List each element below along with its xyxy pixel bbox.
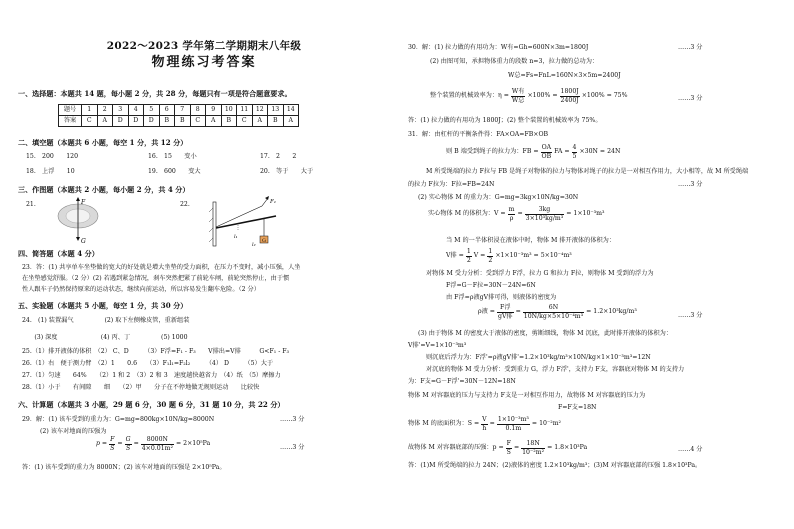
q31-line: 当 M 的一半体积浸在液体中时，物体 M 排开液体的体积为：	[446, 237, 616, 244]
q29-step-2: (2) 该车对地面的压强为	[40, 428, 107, 435]
eq-text: 故物体 M 对容器底部的压强：p =	[408, 444, 504, 452]
denominator: OB	[541, 152, 552, 160]
numerator: 6N	[523, 304, 584, 313]
numerator: V	[482, 416, 487, 423]
score-note: ……3 分	[280, 444, 305, 451]
experiment-line: 25.（1）排开液体的体积 （2） C、D （3）F浮=F₁ - F₃ V排出=V排 G<F₁ - F₃	[22, 348, 290, 355]
numerator: F浮	[497, 304, 514, 313]
score-note: ……4 分	[678, 446, 703, 453]
table-cell: 9	[206, 105, 222, 116]
q31-line: 对沉底的物体 M 受力分析：受到重力 G，浮力 F浮'，支持力 F支，容器底对物体 M 的支持力	[426, 366, 685, 373]
q31-volume-equation	[428, 206, 605, 223]
eq-text: = 1.2×10³kg/m³	[586, 308, 637, 316]
eq-text: = 1×10⁻³m³	[566, 210, 605, 218]
section-6-heading: 六、计算题（本题共 3 小题，29 题 6 分，30 题 6 分，31 题 10 分，共 22 分）	[18, 400, 285, 409]
denominator: S	[125, 444, 131, 452]
table-cell: A	[283, 116, 299, 127]
table-cell: 5	[144, 105, 160, 116]
q23-line: 性人跟车子仍然保持原来的运动状态，继续向前运动，所以容易发生翻车危险。（2 分）	[22, 286, 260, 293]
table-cell: D	[144, 116, 160, 127]
exam-year-title: 2022～2023 学年第二学期期末八年级	[106, 40, 302, 52]
q30-total-work: W总=Fs=FnL=160N×3×5m=2400J	[508, 72, 621, 79]
section-1-heading: 一、选择题：本题共 14 题，每小题 2 分，共 28 分，每题只有一项是符合题意要求。	[18, 89, 292, 98]
fraction	[125, 436, 132, 453]
q21-label: 21.	[26, 201, 36, 208]
numerator: 3kg	[525, 206, 565, 215]
q22-l2-label: l₂	[252, 242, 256, 248]
eq-text: = 2×10⁵Pa	[176, 440, 211, 448]
table-cell: C	[237, 116, 253, 127]
eq-text: =	[513, 444, 520, 452]
denominator: 5	[572, 152, 577, 160]
q30-answer: 答：(1) 拉力做的有用功为 1800J；(2) 整个装置的机械效率为 75%。	[408, 117, 602, 124]
q31-line: F=F支=18N	[558, 404, 597, 411]
denominator: 2400J	[560, 96, 579, 104]
q31-answer: 答：(1)M 所受绳端的拉力 24N；(2)液体的密度 1.2×10³kg/m³；(3)M 对容器底部的压强 1.8×10³Pa。	[408, 462, 702, 469]
numerator: F	[110, 436, 115, 443]
section-5-heading: 五、实验题（本题共 5 小题，每空 1 分，共 30 分）	[18, 301, 188, 310]
denominator: 2	[466, 256, 471, 264]
q31-step-1: 31．解：由杠杆的平衡条件得：FA×OA=FB×OB	[408, 131, 549, 138]
numerator: 18N	[521, 440, 545, 449]
denominator: S	[506, 448, 511, 456]
table-cell: 4	[128, 105, 144, 116]
q31-line: 由 F浮=ρ液gV排可得，则液体的密度为	[446, 294, 557, 301]
denominator: 10⁻²m²	[522, 448, 545, 456]
denominator: 3×10³kg/m³	[525, 214, 564, 222]
eq-text: 整个装置的机械效率为：η =	[430, 92, 509, 100]
table-cell: 6	[159, 105, 175, 116]
eq-text: =	[117, 440, 123, 448]
eq-text: = 1.8×10³Pa	[547, 444, 588, 452]
q29-answer: 答：(1) 该车受到的重力为 8000N；(2) 该车对地面的压强是 2×10⁵Pa。	[22, 464, 226, 471]
answer-table-answer-row	[59, 116, 299, 127]
experiment-line: 26.（1）右 便于测力臂 （2）1 0.6 （3）F₁l₁=F₂l₂ （4） D （5）大于	[22, 360, 274, 367]
table-cell: D	[128, 116, 144, 127]
q29-pressure-equation	[96, 436, 210, 453]
eq-text: 物体 M 的底面积为：S =	[408, 420, 480, 428]
fraction	[497, 304, 514, 321]
section-4-heading: 四、简答题（本题 4 分）	[18, 249, 99, 258]
q23-line: 在坐垫感觉舒服。（2 分）(2) 若遇到紧急情况，刹车突然把紧了前轮车闸，前轮突然停止，由于惯	[22, 275, 290, 282]
table-cell: B	[221, 116, 237, 127]
eq-text: 则 B 端受到绳子的拉力为：FB =	[446, 148, 539, 156]
q31-displaced-volume-equation	[446, 248, 572, 265]
q31-line: 则沉底后浮力为：F浮'=ρ液gV排'=1.2×10³kg/m³×10N/kg×1×10⁻³m³=12N	[426, 354, 651, 361]
fraction	[109, 436, 115, 453]
q31-line: V排'=V=1×10⁻³m³	[408, 342, 467, 349]
q21-force-diagram	[44, 196, 114, 246]
score-note: ……3 分	[280, 416, 305, 423]
table-header-answer: 答案	[59, 116, 82, 127]
table-cell: 10	[221, 105, 237, 116]
q30-step-2: (2) 由图可知，承担物体重力的段数 n=3，拉力做的总功为：	[430, 58, 599, 65]
table-cell: C	[82, 116, 98, 127]
table-cell: A	[97, 116, 113, 127]
q31-line: (2) 实心物体 M 的重力为：G=mg=3kg×10N/kg=30N	[418, 194, 579, 201]
table-cell: A	[206, 116, 222, 127]
table-cell: 13	[268, 105, 284, 116]
fraction	[541, 144, 553, 161]
eq-text: =	[133, 440, 139, 448]
q22-g-label: G	[262, 238, 266, 244]
fill-answer: 17. 2 2	[260, 153, 297, 160]
q31-line: 物体 M 对容器底的压力与支持力 F支是一对相互作用力，故物体 M 对容器底的压力为	[408, 392, 646, 399]
table-header-number: 题号	[59, 105, 82, 116]
fraction	[487, 248, 493, 265]
fraction	[525, 206, 565, 223]
table-cell: B	[268, 116, 284, 127]
fraction	[523, 304, 584, 321]
score-note: ……3 分	[678, 181, 703, 188]
fraction	[572, 144, 578, 161]
denominator: 4×0.01m²	[141, 444, 173, 452]
numerator: F	[506, 440, 511, 447]
table-cell: 14	[283, 105, 299, 116]
table-cell: 8	[190, 105, 206, 116]
fraction	[560, 88, 580, 105]
eq-text: =	[515, 308, 521, 316]
q31-line: F浮=G－F拉=30N－24N=6N	[446, 282, 536, 289]
table-cell: D	[113, 116, 129, 127]
score-note: ……3 分	[678, 95, 703, 102]
q29-step-1: 29．解：(1) 该车受到的重力为：G=mg=800kg×10N/kg=8000N	[22, 416, 215, 423]
fraction	[481, 416, 487, 433]
q22-f1-label: F₁	[270, 199, 277, 205]
experiment-line: 28.（1）小于 有间隙 细 （2）甲 分子在不停地做无规则运动 比较快	[22, 384, 260, 391]
fraction	[521, 440, 545, 457]
section-2-heading: 二、填空题（本题共 6 小题，每空 1 分，共 12 分）	[18, 138, 188, 147]
numerator: W有	[511, 88, 525, 95]
numerator: OA	[541, 144, 552, 151]
eq-text: V排 =	[446, 252, 464, 260]
numerator: 1800J	[560, 88, 579, 95]
denominator: 0.1m	[505, 424, 522, 432]
table-cell: B	[159, 116, 175, 127]
eq-text: 实心物体 M 的体积为：V =	[428, 210, 506, 218]
eq-text: ρ液 =	[478, 308, 495, 316]
q30-step-1: 30．解：(1) 拉力做的有用功为：W有=Gh=600N×3m=1800J	[408, 44, 589, 51]
fraction	[506, 440, 512, 457]
numerator: m	[508, 206, 515, 213]
numerator: 1	[488, 248, 493, 255]
fill-answer: 16. 15 变小	[148, 153, 197, 160]
denominator: S	[110, 444, 115, 452]
eq-text: = 10⁻²m²	[531, 420, 562, 428]
eq-text: FA =	[554, 148, 570, 156]
fill-answer: 19. 600 变大	[148, 168, 201, 175]
score-note: ……3 分	[678, 312, 703, 319]
table-cell: B	[175, 116, 191, 127]
eq-text: p =	[96, 440, 108, 448]
q31-lever-equation	[446, 144, 620, 161]
fill-answer: 15. 200 120	[26, 153, 79, 160]
table-cell: A	[252, 116, 268, 127]
fraction	[466, 248, 472, 265]
q31-line: 对物体 M 受力分析：受到浮力 F浮，拉力 G 和拉力 F拉，则物体 M 受到的浮力为	[426, 270, 654, 277]
denominator: 2	[488, 256, 493, 264]
denominator: gV排	[497, 312, 513, 320]
numerator: G	[125, 436, 131, 443]
score-note: ……3 分	[678, 44, 703, 51]
q31-line: M 所受绳端的拉力 F拉与 FB 是绳子对物体的拉力与物体对绳子的拉力是一对相互作用力，大小相等，故 M 所受绳端	[426, 168, 749, 175]
q23-line: 23．答：(1) 共享单车坐垫做的宽大的好处就是增大坐垫的受力面积，在压力不变时，减小压强，人坐	[22, 264, 301, 271]
q22-label: 22.	[180, 201, 190, 208]
table-cell: 12	[252, 105, 268, 116]
numerator: 8000N	[141, 436, 174, 445]
fraction	[141, 436, 174, 453]
fill-answer: 18. 上浮 10	[26, 168, 75, 175]
denominator: W总	[511, 96, 525, 104]
q21-f-label: F	[81, 199, 86, 206]
denominator: h	[482, 424, 487, 432]
answer-table	[58, 104, 299, 127]
denominator: ρ	[509, 214, 514, 222]
eq-text: V =	[473, 252, 486, 260]
q31-area-equation	[408, 416, 561, 433]
table-cell: 7	[175, 105, 191, 116]
answer-table-number-row	[59, 105, 299, 116]
q31-line: (3) 由于物体 M 的密度大于液体的密度，剪断细线，物体 M 沉底，此时排开液体的体积为：	[418, 330, 673, 337]
table-cell: 3	[113, 105, 129, 116]
q30-efficiency-equation	[430, 88, 628, 105]
section-3-heading: 三、作图题（本题共 2 小题，每小题 2 分，共 4 分）	[18, 185, 190, 194]
experiment-line: 27.（1）匀速 64% （2）1 和 2 （3）2 和 3 速度越快越省力 （4）纸 （5）摩擦力	[22, 372, 281, 379]
q31-pressure-equation	[408, 440, 587, 457]
q31-line: 的拉力 F拉为：F拉=FB=24N	[408, 181, 495, 188]
q31-line: 为：F支=G－F浮'=30N－12N=18N	[408, 378, 516, 385]
q21-g-label: G	[81, 238, 86, 245]
fill-answer: 20. 等于 大于	[260, 168, 314, 175]
table-cell: C	[190, 116, 206, 127]
exam-subject-title: 物理练习考答案	[151, 55, 257, 70]
q22-lever-diagram	[208, 194, 288, 250]
fraction	[511, 88, 526, 105]
eq-text: ×1×10⁻³m³ = 5×10⁻⁴m³	[495, 252, 572, 260]
table-cell: 11	[237, 105, 253, 116]
eq-text: ×100% =	[527, 92, 558, 100]
table-cell: 1	[82, 105, 98, 116]
eq-text: =	[489, 420, 495, 428]
numerator: 1	[466, 248, 471, 255]
q31-density-equation	[478, 304, 637, 321]
table-cell: 2	[97, 105, 113, 116]
eq-text: ×100% = 75%	[581, 92, 628, 100]
eq-text: =	[517, 210, 523, 218]
fraction	[497, 416, 530, 433]
eq-text: ×30N = 24N	[579, 148, 621, 156]
experiment-line: (3) 深度 (4) 丙、丁 (5) 1000	[22, 334, 188, 341]
q22-l1-label: l₁	[234, 234, 238, 240]
numerator: 1×10⁻³m³	[497, 416, 529, 423]
numerator: 4	[572, 144, 577, 151]
fraction	[508, 206, 516, 223]
experiment-line: 24. (1) 装置漏气 (2) 取下左侧橡皮管，重新组装	[22, 317, 190, 324]
denominator: 10N/kg×5×10⁻⁴m³	[523, 312, 584, 320]
